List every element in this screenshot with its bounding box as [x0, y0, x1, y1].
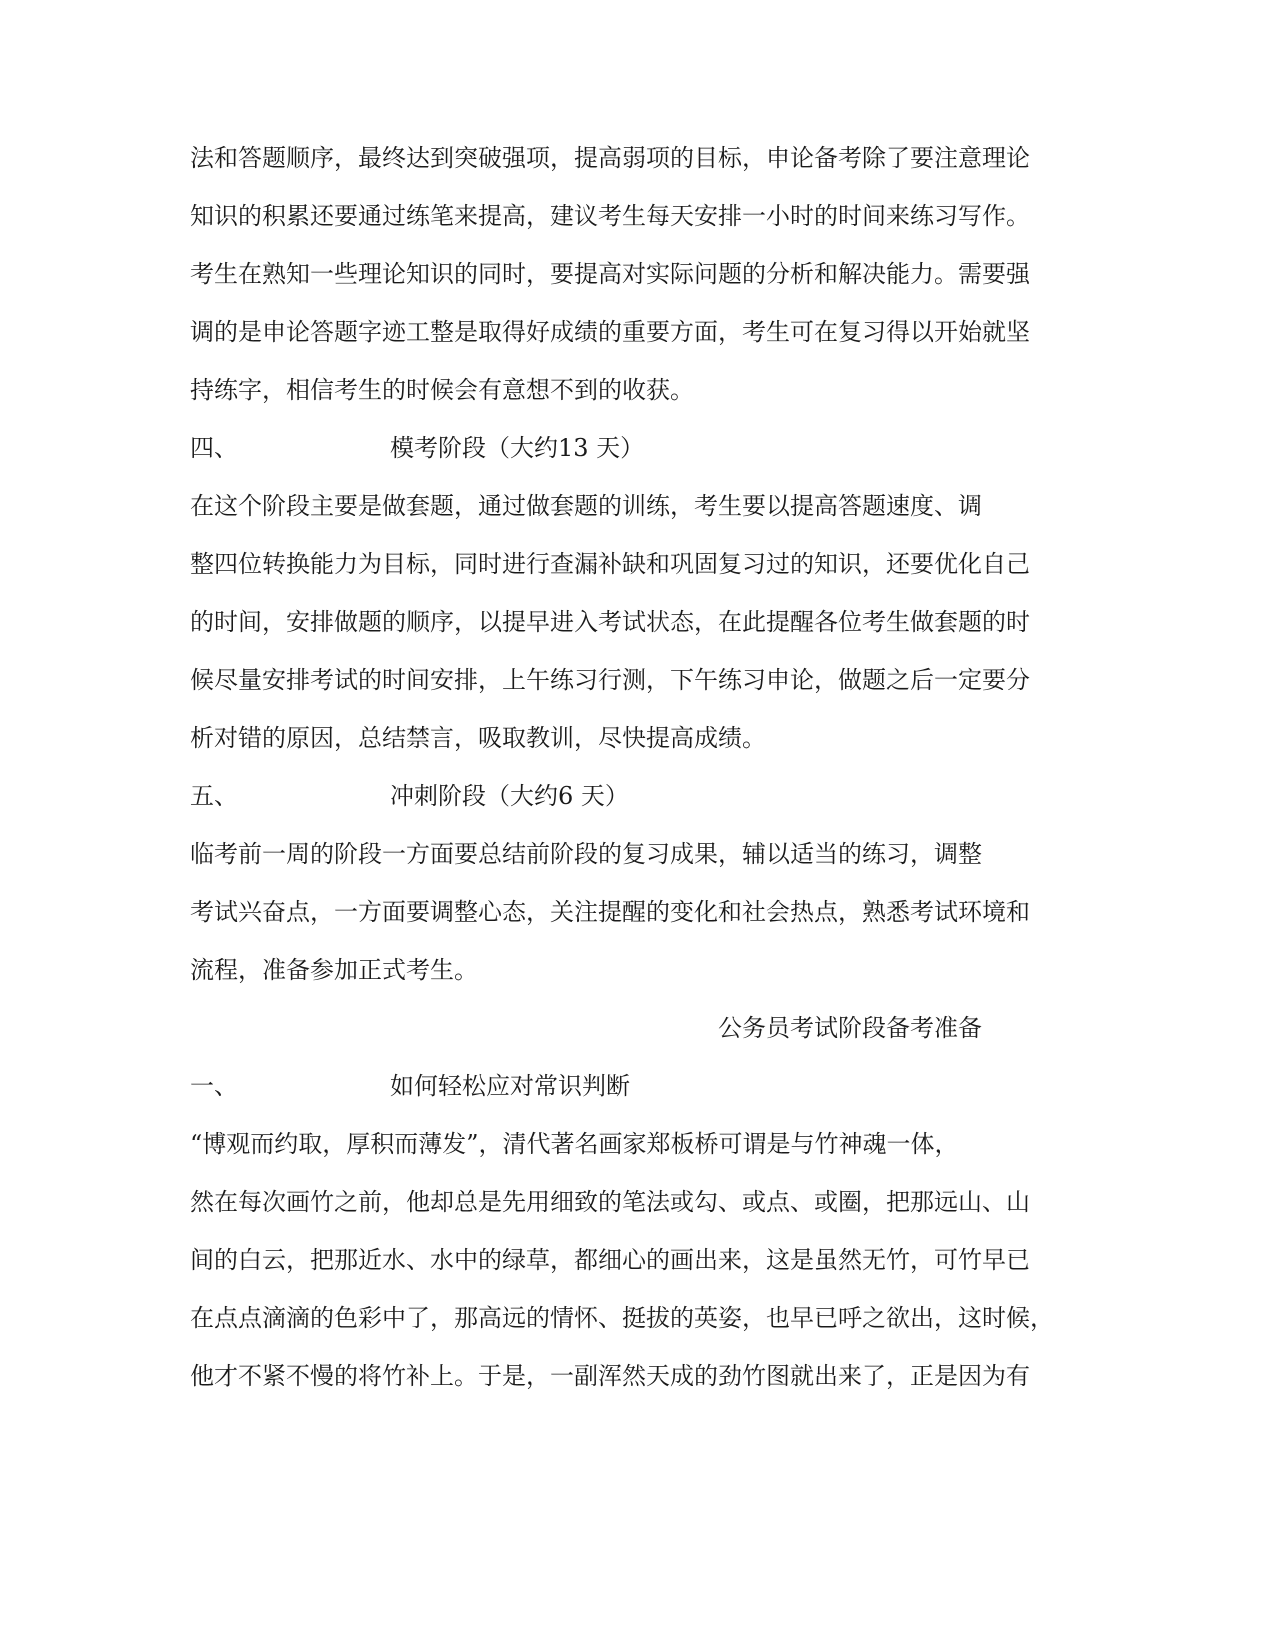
text-line: 考生在熟知一些理论知识的同时，要提高对实际问题的分析和解决能力。需要强 [190, 260, 1030, 288]
text-line: 临考前一周的阶段一方面要总结前阶段的复习成果，辅以适当的练习，调整 [190, 840, 982, 868]
section-heading: 冲刺阶段（大约6 天） [390, 782, 629, 810]
text-line: 持练字，相信考生的时候会有意想不到的收获。 [190, 376, 694, 404]
document-title: 公务员考试阶段备考准备 [718, 1014, 982, 1042]
text-line: 整四位转换能力为目标，同时进行查漏补缺和巩固复习过的知识，还要优化自己 [190, 550, 1030, 578]
text-line: 流程，准备参加正式考生。 [190, 956, 478, 984]
text-line: 知识的积累还要通过练笔来提高，建议考生每天安排一小时的时间来练习写作。 [190, 202, 1030, 230]
text-line: 调的是申论答题字迹工整是取得好成绩的重要方面，考生可在复习得以开始就坚 [190, 318, 1030, 346]
text-line: 他才不紧不慢的将竹补上。于是，一副浑然天成的劲竹图就出来了，正是因为有 [190, 1362, 1030, 1390]
section-heading: 模考阶段（大约13 天） [390, 434, 645, 462]
section-number: 四、 [190, 434, 238, 462]
text-line: 析对错的原因，总结禁言，吸取教训，尽快提高成绩。 [190, 724, 766, 752]
text-line: 的时间，安排做题的顺序，以提早进入考试状态，在此提醒各位考生做套题的时 [190, 608, 1030, 636]
section-number: 五、 [190, 782, 238, 810]
text-line: 在这个阶段主要是做套题，通过做套题的训练，考生要以提高答题速度、调 [190, 492, 982, 520]
text-line: 考试兴奋点，一方面要调整心态，关注提醒的变化和社会热点，熟悉考试环境和 [190, 898, 1030, 926]
text-line: 然在每次画竹之前，他却总是先用细致的笔法或勾、或点、或圈，把那远山、山 [190, 1188, 1030, 1216]
text-line: 间的白云，把那近水、水中的绿草，都细心的画出来，这是虽然无竹，可竹早已 [190, 1246, 1030, 1274]
text-line: “博观而约取，厚积而薄发”，清代著名画家郑板桥可谓是与竹神魂一体， [190, 1130, 959, 1158]
text-line: 候尽量安排考试的时间安排，上午练习行测，下午练习申论，做题之后一定要分 [190, 666, 1030, 694]
section-number: 一、 [190, 1072, 238, 1100]
text-line: 在点点滴滴的色彩中了，那高远的情怀、挺拔的英姿，也早已呼之欲出，这时候， [190, 1304, 1054, 1332]
section-heading: 如何轻松应对常识判断 [390, 1072, 630, 1100]
text-line: 法和答题顺序，最终达到突破强项，提高弱项的目标，申论备考除了要注意理论 [190, 144, 1030, 172]
